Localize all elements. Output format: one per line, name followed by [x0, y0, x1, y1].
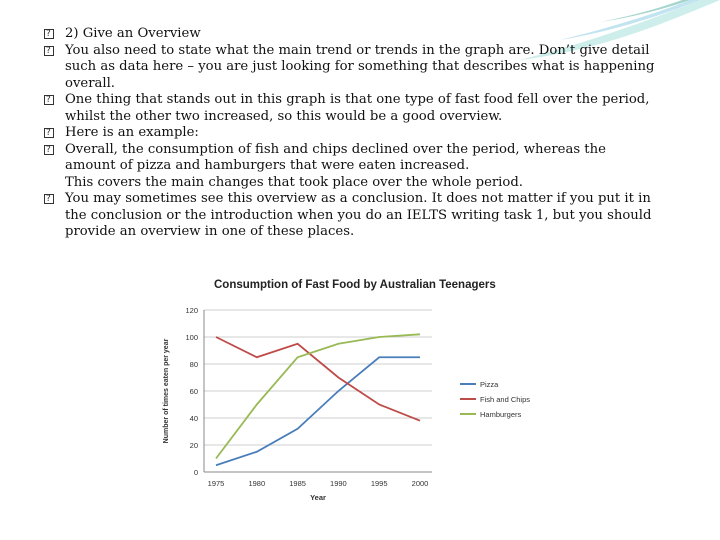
bullet-stands-out: ? One thing that stands out in this graph is that one type of fast food fell over the period, whilst the other two increased, so this would be a good overview.	[44, 92, 684, 125]
legend-label: Fish and Chips	[480, 395, 531, 404]
bullet-conclusion-note: ? You may sometimes see this overview as a conclusion. It does not matter if you put it in the conclusion or the introduction when you do an IELTS writing task 1, but you should provide an overview in one of these places.	[44, 191, 684, 241]
bullet-list	[44, 26, 684, 241]
series-line-pizza	[216, 357, 420, 465]
chart-svg	[148, 270, 544, 506]
checkbox-bullet-icon	[44, 46, 54, 56]
legend-label: Hamburgers	[480, 410, 522, 419]
x-tick-label: 1995	[370, 479, 388, 488]
x-tick-label: 1985	[289, 479, 306, 488]
bullet-example: ? Overall, the consumption of fish and chips declined over the period, whereas the amount of pizza and hamburgers that were eaten increased. This covers the main changes that took place over the whole period.	[44, 142, 684, 192]
bullet-example-intro: ? Here is an example:	[44, 125, 684, 142]
checkbox-bullet-icon	[44, 29, 54, 39]
x-tick-label: 2000	[411, 479, 429, 488]
y-tick-label: 20	[189, 441, 198, 450]
y-tick-label: 80	[189, 360, 198, 369]
x-tick-label: 1990	[330, 479, 347, 488]
y-tick-label: 0	[193, 468, 198, 477]
checkbox-bullet-icon	[44, 128, 54, 138]
y-tick-label: 40	[189, 414, 198, 423]
x-axis-label: Year	[310, 493, 326, 502]
y-tick-label: 60	[189, 387, 198, 396]
checkbox-bullet-icon	[44, 145, 54, 155]
chart-title: Consumption of Fast Food by Australian Teenagers	[214, 279, 496, 291]
checkbox-bullet-icon	[44, 194, 54, 204]
x-tick-label: 1975	[207, 479, 225, 488]
y-tick-label: 120	[185, 306, 198, 315]
y-axis-label: Number of times eaten per year	[163, 338, 170, 444]
bullet-overview-heading: ? 2) Give an Overview	[44, 26, 684, 43]
bullet-main-trend: ? You also need to state what the main trend or trends in the graph are. Don’t give detail such as data here – you are just looking for something that describes what is happening overall.	[44, 43, 684, 93]
legend-label: Pizza	[480, 380, 499, 389]
y-tick-label: 100	[185, 333, 198, 342]
checkbox-bullet-icon	[44, 95, 54, 105]
line-chart	[148, 270, 544, 506]
x-tick-label: 1980	[248, 479, 266, 488]
